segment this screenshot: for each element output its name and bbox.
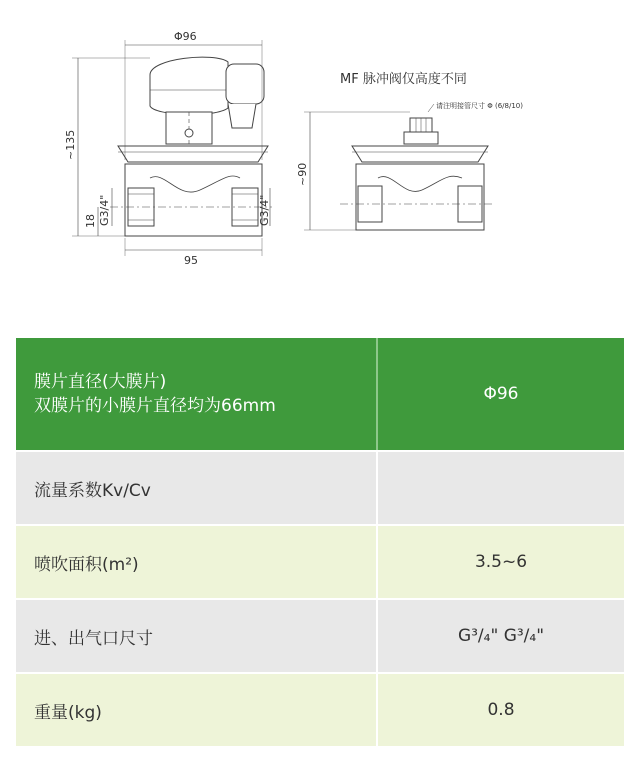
right-note: 请注明接管尺寸 Φ (6/8/10) (436, 102, 523, 110)
spec-row-port-size (16, 599, 624, 673)
right-caption: MF 脉冲阀仅高度不同 (340, 72, 467, 87)
spec-header-label-line1: 膜片直径(大膜片) (34, 372, 167, 392)
left-dim-bottom: 95 (184, 254, 198, 267)
spec-row-weight (16, 673, 624, 747)
spec-row-label: 进、出气口尺寸 (16, 599, 377, 673)
spec-row-flow-coefficient (16, 451, 624, 525)
spec-row-blow-area (16, 525, 624, 599)
spec-header-label (16, 338, 377, 451)
right-port-label: G3/4" (258, 194, 271, 226)
left-dim-height: ~135 (64, 129, 77, 160)
spec-header-value: Φ96 (377, 338, 624, 451)
spec-row-label: 喷吹面积(m²) (16, 525, 377, 599)
spec-header-label-line2: 双膜片的小膜片直径均为66mm (34, 396, 276, 416)
spec-row-value: 0.8 (377, 673, 624, 747)
spec-row-value (377, 451, 624, 525)
spec-header-row (16, 338, 624, 451)
spec-row-value: G³/₄" G³/₄" (377, 599, 624, 673)
spec-row-label: 流量系数Kv/Cv (16, 451, 377, 525)
right-valve-view (304, 104, 494, 230)
spec-table (16, 338, 624, 748)
spec-row-value: 3.5~6 (377, 525, 624, 599)
right-dim-height: ~90 (296, 162, 309, 186)
left-dim-top: Φ96 (174, 30, 197, 43)
left-dim-base: 18 (84, 214, 97, 228)
spec-row-label: 重量(kg) (16, 673, 377, 747)
left-port-label: G3/4" (98, 194, 111, 226)
technical-drawing (0, 0, 644, 330)
